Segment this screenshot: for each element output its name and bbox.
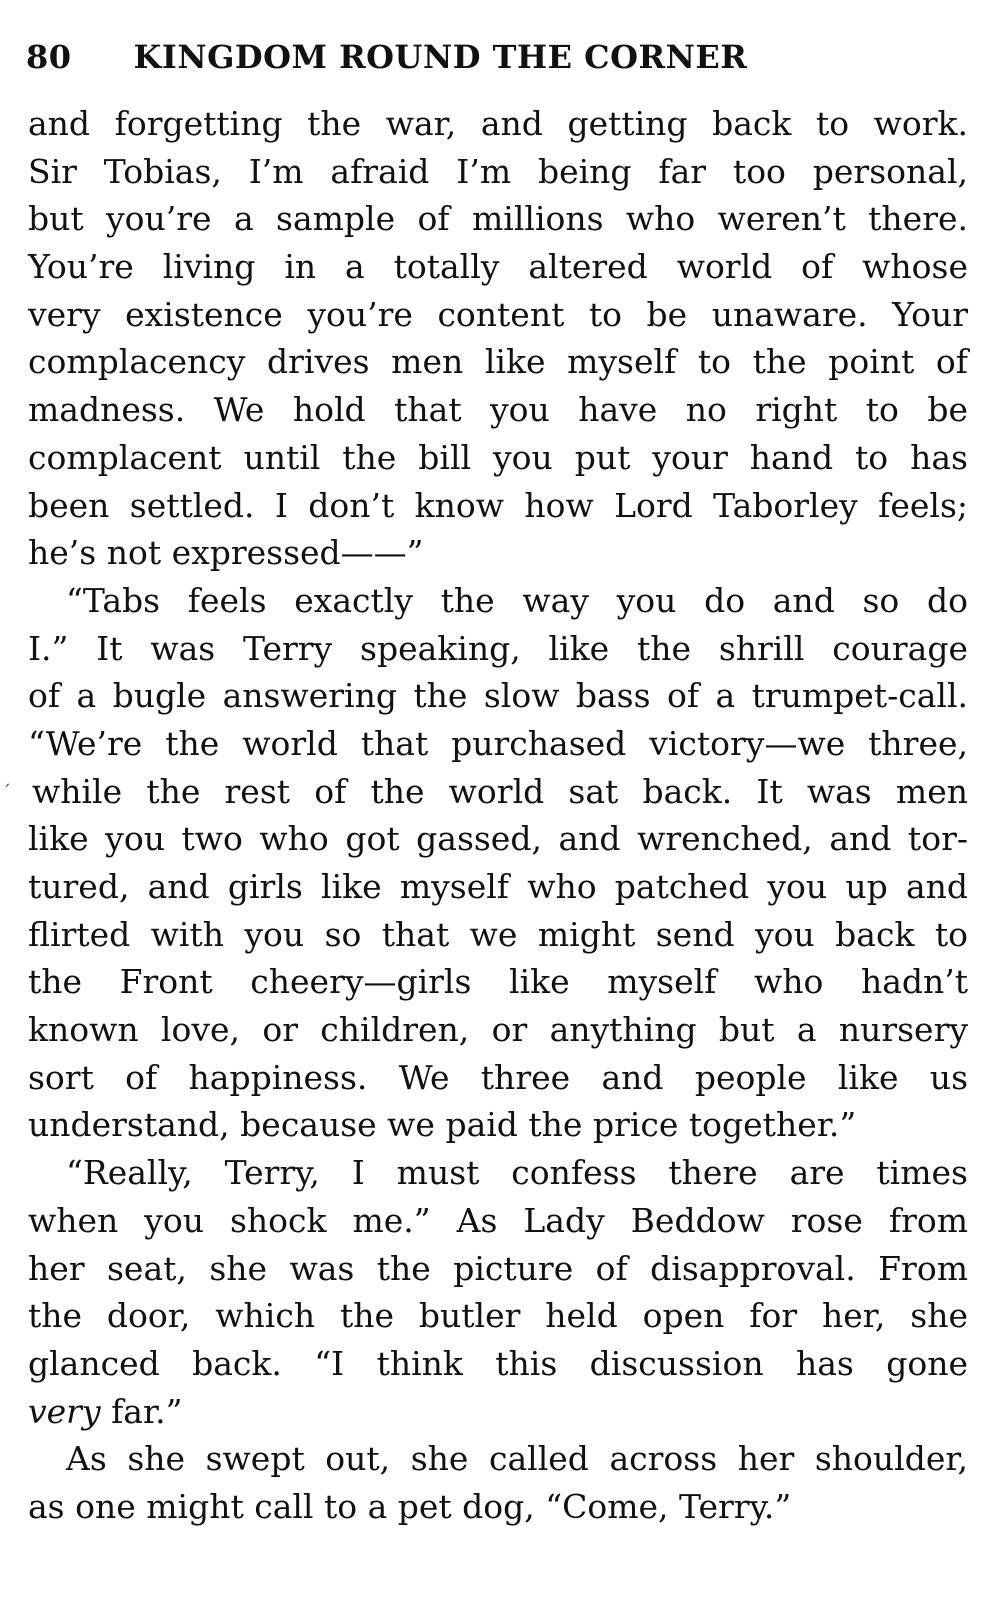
text-line: complacency drives men like myself to the point of — [28, 342, 968, 382]
text-line: the door, which the butler held open for her, she — [28, 1296, 968, 1336]
text-line: “Really, Terry, I must confess there are times — [66, 1153, 968, 1193]
text-line: “We’re the world that purchased victory—we three, — [28, 723, 968, 763]
text-line: when you shock me.” As Lady Beddow rose from — [28, 1200, 968, 1240]
text-line: he’s not expressed——” — [28, 533, 424, 573]
text-line: very existence you’re content to be unaware. Your — [28, 294, 968, 334]
italic-word: very — [28, 1391, 101, 1431]
text-line: tured, and girls like myself who patched you up and — [28, 867, 968, 906]
page-number: 80 — [26, 38, 72, 76]
text-line: the Front cheery—girls like myself who hadn’t — [28, 962, 968, 1002]
text-line: known love, or children, or anything but a nursery — [28, 1010, 968, 1050]
text-line: flirted with you so that we might send you back to — [28, 914, 968, 954]
running-head — [26, 32, 966, 82]
text-line: You’re living in a totally altered world of whose — [28, 247, 968, 287]
text-line: I.” It was Terry speaking, like the shrill courage — [28, 628, 968, 668]
text-line: “Tabs feels exactly the way you do and so do — [66, 580, 968, 620]
text-line: glanced back. “I think this discussion has gone — [28, 1343, 968, 1383]
text-line: while the rest of the world sat back. It was men — [32, 771, 968, 811]
text-line: madness. We hold that you have no right to be — [28, 390, 968, 430]
running-title: KINGDOM ROUND THE CORNER — [133, 38, 748, 76]
text-line: of a bugle answering the slow bass of a trumpet-call. — [28, 676, 968, 716]
text-line: and forgetting the war, and getting back to work. — [28, 104, 968, 143]
body-text — [28, 100, 968, 1531]
text-line: As she swept out, she called across her shoulder, — [66, 1439, 968, 1479]
text-line: complacent until the bill you put your hand to has — [28, 437, 968, 477]
stray-mark: ˊ — [2, 782, 11, 803]
text-fragment: far.” — [100, 1391, 183, 1431]
text-line: understand, because we paid the price together.” — [28, 1105, 857, 1145]
text-line: her seat, she was the picture of disapproval. From — [28, 1248, 968, 1288]
text-line: but you’re a sample of millions who weren’t there. — [28, 199, 968, 239]
text-line: been settled. I don’t know how Lord Taborley feels; — [28, 485, 968, 525]
text-line: sort of happiness. We three and people like us — [28, 1057, 968, 1097]
text-line: like you two who got gassed, and wrenched, and tor- — [28, 819, 968, 859]
text-line — [28, 1388, 968, 1436]
text-line: as one might call to a pet dog, “Come, Terry.” — [28, 1486, 792, 1526]
text-line: Sir Tobias, I’m afraid I’m being far too personal, — [28, 151, 968, 191]
